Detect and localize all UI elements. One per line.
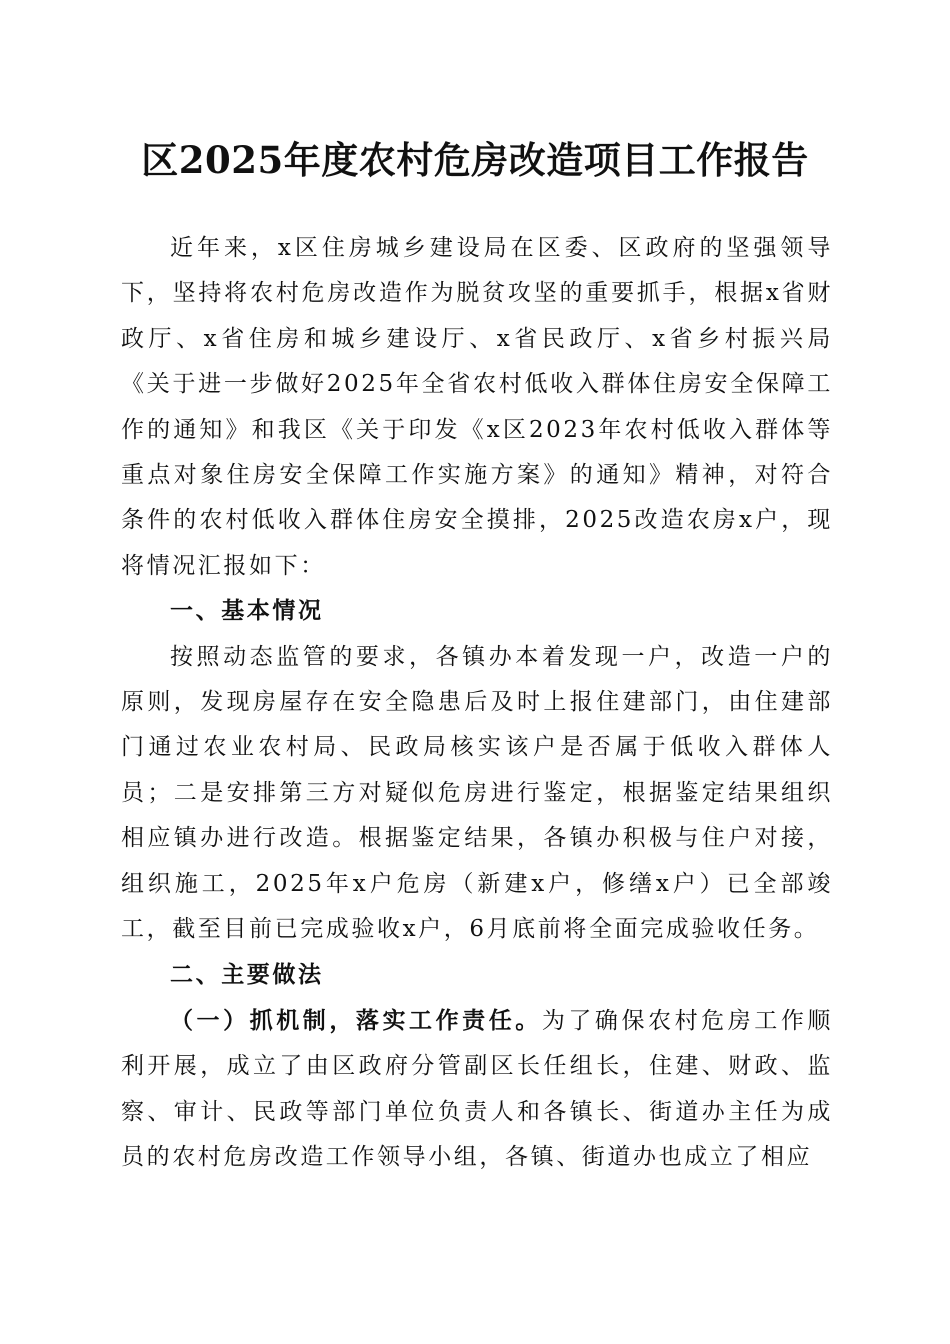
section-heading-basic-situation: 一、基本情况 [170,598,324,625]
basic-situation-paragraph: 按照动态监管的要求，各镇办本着发现一户，改造一户的原则，发现房屋存在安全隐患后及时上报住建部门，由住建部门通过农业农村局、民政局核实该户是否属于低收入群体人员；二是安排第三方对疑似危房进行鉴定，根据鉴定结果组织相应镇办进行改造。根据鉴定结果，各镇办积极与住户对接，组织施工，2025年x户危房（新建x户，修缮x户）已全部竣工，截至目前已完成验收x户，6月底前将全面完成验收任务。 [121,643,833,943]
intro-paragraph: 近年来，x区住房城乡建设局在区委、区政府的坚强领导下，坚持将农村危房改造作为脱贫攻坚的重要抓手，根据x省财政厅、x省住房和城乡建设厅、x省民政厅、x省乡村振兴局《关于进一步做好2025年全省农村低收入群体住房安全保障工作的通知》和我区《关于印发《x区2023年农村低收入群体等重点对象住房安全保障工作实施方案》的通知》精神，对符合条件的农村低收入群体住房安全摸排，2025改造农房x户，现将情况汇报如下： [121,235,833,579]
subsection-lead: （一）抓机制，落实工作责任。 [170,1006,542,1034]
document-body [121,226,833,1181]
main-practices-paragraph [121,998,833,1181]
subsection-text: 为了确保农村危房工作顺利开展，成立了由区政府分管副区长任组长，住建、财政、监察、审计、民政等部门单位负责人和各镇长、街道办主任为成员的农村危房改造工作领导小组，各镇、街道办也成立了相应 [121,1007,833,1171]
section-heading-main-practices: 二、主要做法 [170,961,324,988]
document-title: 区2025年度农村危房改造项目工作报告 [141,138,809,182]
